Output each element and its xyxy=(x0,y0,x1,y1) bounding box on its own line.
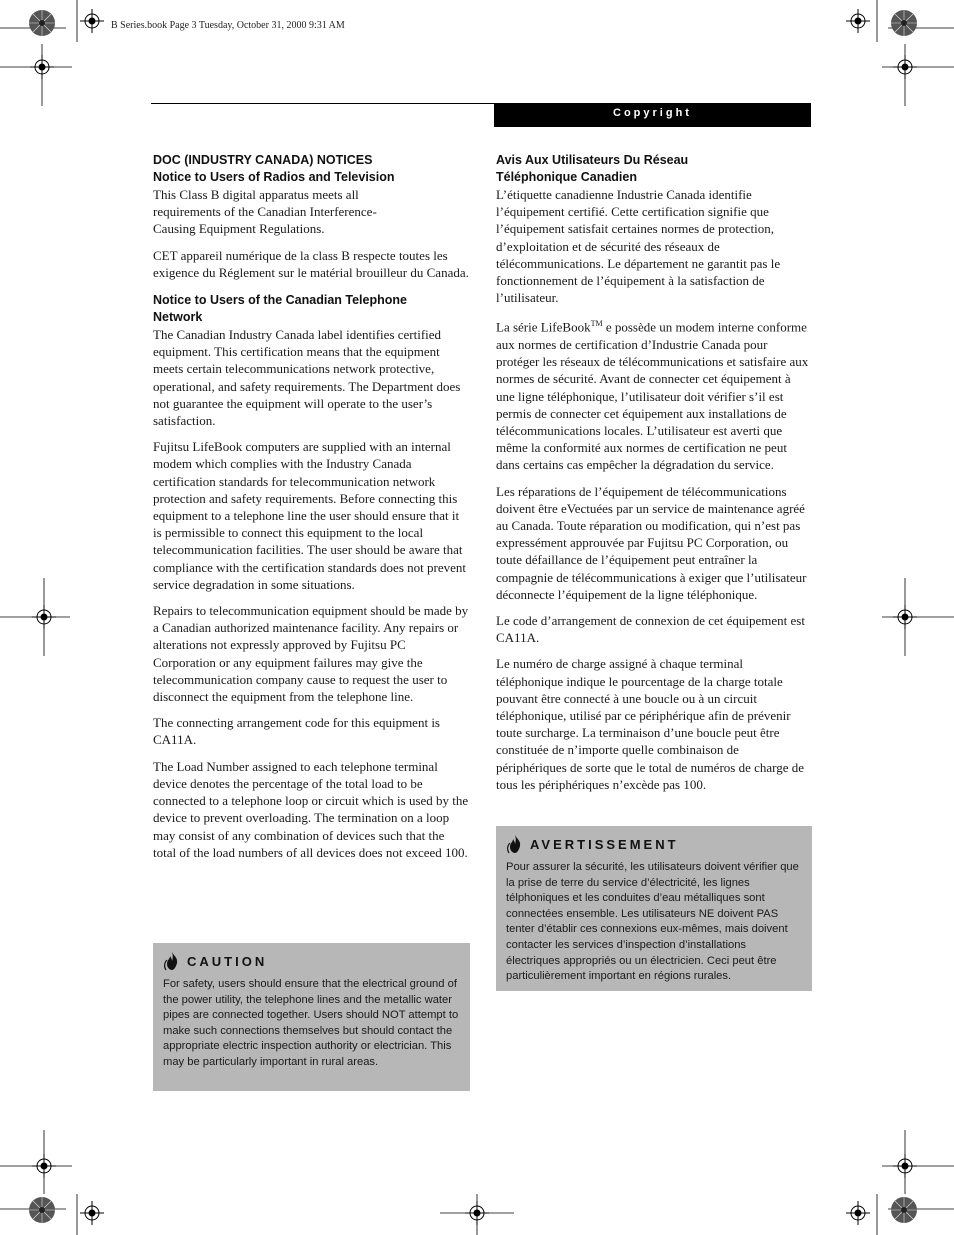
registration-mark-icon xyxy=(465,1201,489,1225)
flame-icon xyxy=(163,951,181,971)
warning-body: Pour assurer la sécurité, les utilisateurs doivent vérifier que la prise de terre du service d’électricité, les lignes télphoniques et les conduites d’eau métalliques sont connectées ensemble. Les utilisateurs NE doivent PAS tenter d’établir ces connexions eux-mêmes, mais doivent contacter les services d’inspection d’installations électriques appropriés ou un électricien. Ceci peut être particulièrement important en régions rurales. xyxy=(506,861,799,983)
header-rule xyxy=(151,103,495,104)
left-column xyxy=(153,152,469,870)
paragraph: Repairs to telecommunication equipment should be made by a Canadian authorized maintenance facility. Any repairs or alterations not expressly approved by Fujitsu PC Corporation or any equipment failures may give the telecommunication company cause to request the user to disconnect the equipment from the telephone line. xyxy=(153,603,469,705)
heading-radio-tv: Notice to Users of Radios and Television xyxy=(153,170,395,184)
paragraph: The Canadian Industry Canada label identifies certified equipment. This certification means that the equipment meets certain telecommunications network protective, operational, and safety requirements. The Department does not guarantee the equipment will operate to the user’s satisfaction. xyxy=(153,327,461,429)
registration-mark-icon xyxy=(32,1154,56,1178)
warning-title: AVERTISSEMENT xyxy=(530,836,679,852)
registration-mark-icon xyxy=(893,605,917,629)
heading-doc-notices: DOC (INDUSTRY CANADA) NOTICES xyxy=(153,153,373,167)
starburst-target-icon xyxy=(890,1196,918,1224)
section-title: Copyright xyxy=(494,103,811,127)
paragraph: The connecting arrangement code for this equipment is CA11A. xyxy=(153,715,440,748)
right-column xyxy=(496,152,812,802)
paragraph: CET appareil numérique de la class B respecte toutes les exigence du Réglement sur le matérial brouilleur du Canada. xyxy=(153,247,469,280)
paragraph: Le numéro de charge assigné à chaque terminal téléphonique indique le pourcentage de la charge totale pouvant être connecté à une boucle ou à un circuit téléphonique, utilisé par ce périphérique afin de prévenir toute surcharge. La terminaison d’une boucle peut être constituée de n’importe quelle combinaison de périphériques de sorte que le total de numéros de charge de tous les périphériques n’excède pas 100. xyxy=(496,656,805,792)
paragraph: The Load Number assigned to each telephone terminal device denotes the percentage of the total load to be connected to a telephone loop or circuit which is used by the device to prevent overloading. The termination on a loop may consist of any combination of devices such that the total of the load numbers of all devices does not exceed 100. xyxy=(153,758,469,860)
heading-avis: Avis Aux Utilisateurs Du Réseau xyxy=(496,153,689,167)
paragraph: Fujitsu LifeBook computers are supplied with an internal modem which complies with the Industry Canada certification standards for telecommunication network protection and safety requirements. Before connecting this equipment to a telephone line the user should ensure that it is permissible to connect this equipment to the local telecommunication facilities. The user should be aware that compliance with the certification standards does not prevent service degradation in some situations. xyxy=(153,439,466,592)
caution-body: For safety, users should ensure that the electrical ground of the power utility, the telephone lines and the metallic water pipes are connected together. Users should NOT attempt to make such connections themselves but should contact the appropriate electric inspection authority or electrician. This may be particularly important in rural areas. xyxy=(163,978,459,1068)
registration-mark-icon xyxy=(893,55,917,79)
starburst-target-icon xyxy=(28,1196,56,1224)
registration-mark-icon xyxy=(30,55,54,79)
registration-mark-icon xyxy=(32,605,56,629)
starburst-target-icon xyxy=(890,9,918,37)
caution-title: CAUTION xyxy=(187,953,268,969)
paragraph: Les réparations de l’équipement de télécommunications doivent être eVectuées par un service de maintenance agréé au Canada. Toute réparation ou modification, qui n’est pas expressément approuvée par Fujitsu PC Corporation, ou toute défaillance de l’équipement peut entraîner la compagnie de télécommunications à exiger que l’utilisateur déconnecte l’équipement de la ligne téléphonique. xyxy=(496,483,807,602)
paragraph-start: La série LifeBook xyxy=(496,319,591,335)
heading-telephonique: Téléphonique Canadien xyxy=(496,170,637,184)
warning-header xyxy=(506,834,802,854)
flame-icon xyxy=(506,834,524,854)
paragraph xyxy=(496,315,812,473)
heading-telephone-network: Notice to Users of the Canadian Telephone Network xyxy=(153,293,407,325)
registration-mark-icon xyxy=(893,1154,917,1178)
registration-mark-icon xyxy=(846,1201,870,1225)
caution-box xyxy=(153,943,470,1091)
starburst-target-icon xyxy=(28,9,56,37)
trademark-mark: TM xyxy=(590,319,603,329)
paragraph-rest: e possède un modem interne conforme aux normes de certification d’Industrie Canada pour protéger les réseaux de télécommunications et satisfaire aux normes de sécurité. Avant de connecter cet équipement à une ligne téléphonique, l’utilisateur doit vérifier s’il est permis de connecter cet équipement aux installations de télécommunications locales. L’utilisateur est averti que même la conformité aux normes de certification ne peut dans certains cas empêcher la dégradation du service. xyxy=(496,319,809,473)
warning-box xyxy=(496,826,812,991)
registration-mark-icon xyxy=(846,9,870,33)
caution-header xyxy=(163,951,460,971)
paragraph: L’étiquette canadienne Industrie Canada identifie l’équipement certifié. Cette certification signifie que l’équipement satisfait certaines normes de protection, d’exploitation et de sécurité des réseaux de télécommunications. Le département ne garantit pas le fonctionnement de l’équipement à la satisfaction de l’utilisateur. xyxy=(496,187,781,306)
registration-mark-icon xyxy=(80,1201,104,1225)
paragraph: This Class B digital apparatus meets all requirements of the Canadian Interference-Causing Equipment Regulations. xyxy=(153,187,377,237)
paragraph: Le code d’arrangement de connexion de cet équipement est CA11A. xyxy=(496,613,805,646)
registration-mark-icon xyxy=(80,9,104,33)
running-header: B Series.book Page 3 Tuesday, October 31, 2000 9:31 AM xyxy=(111,20,345,31)
